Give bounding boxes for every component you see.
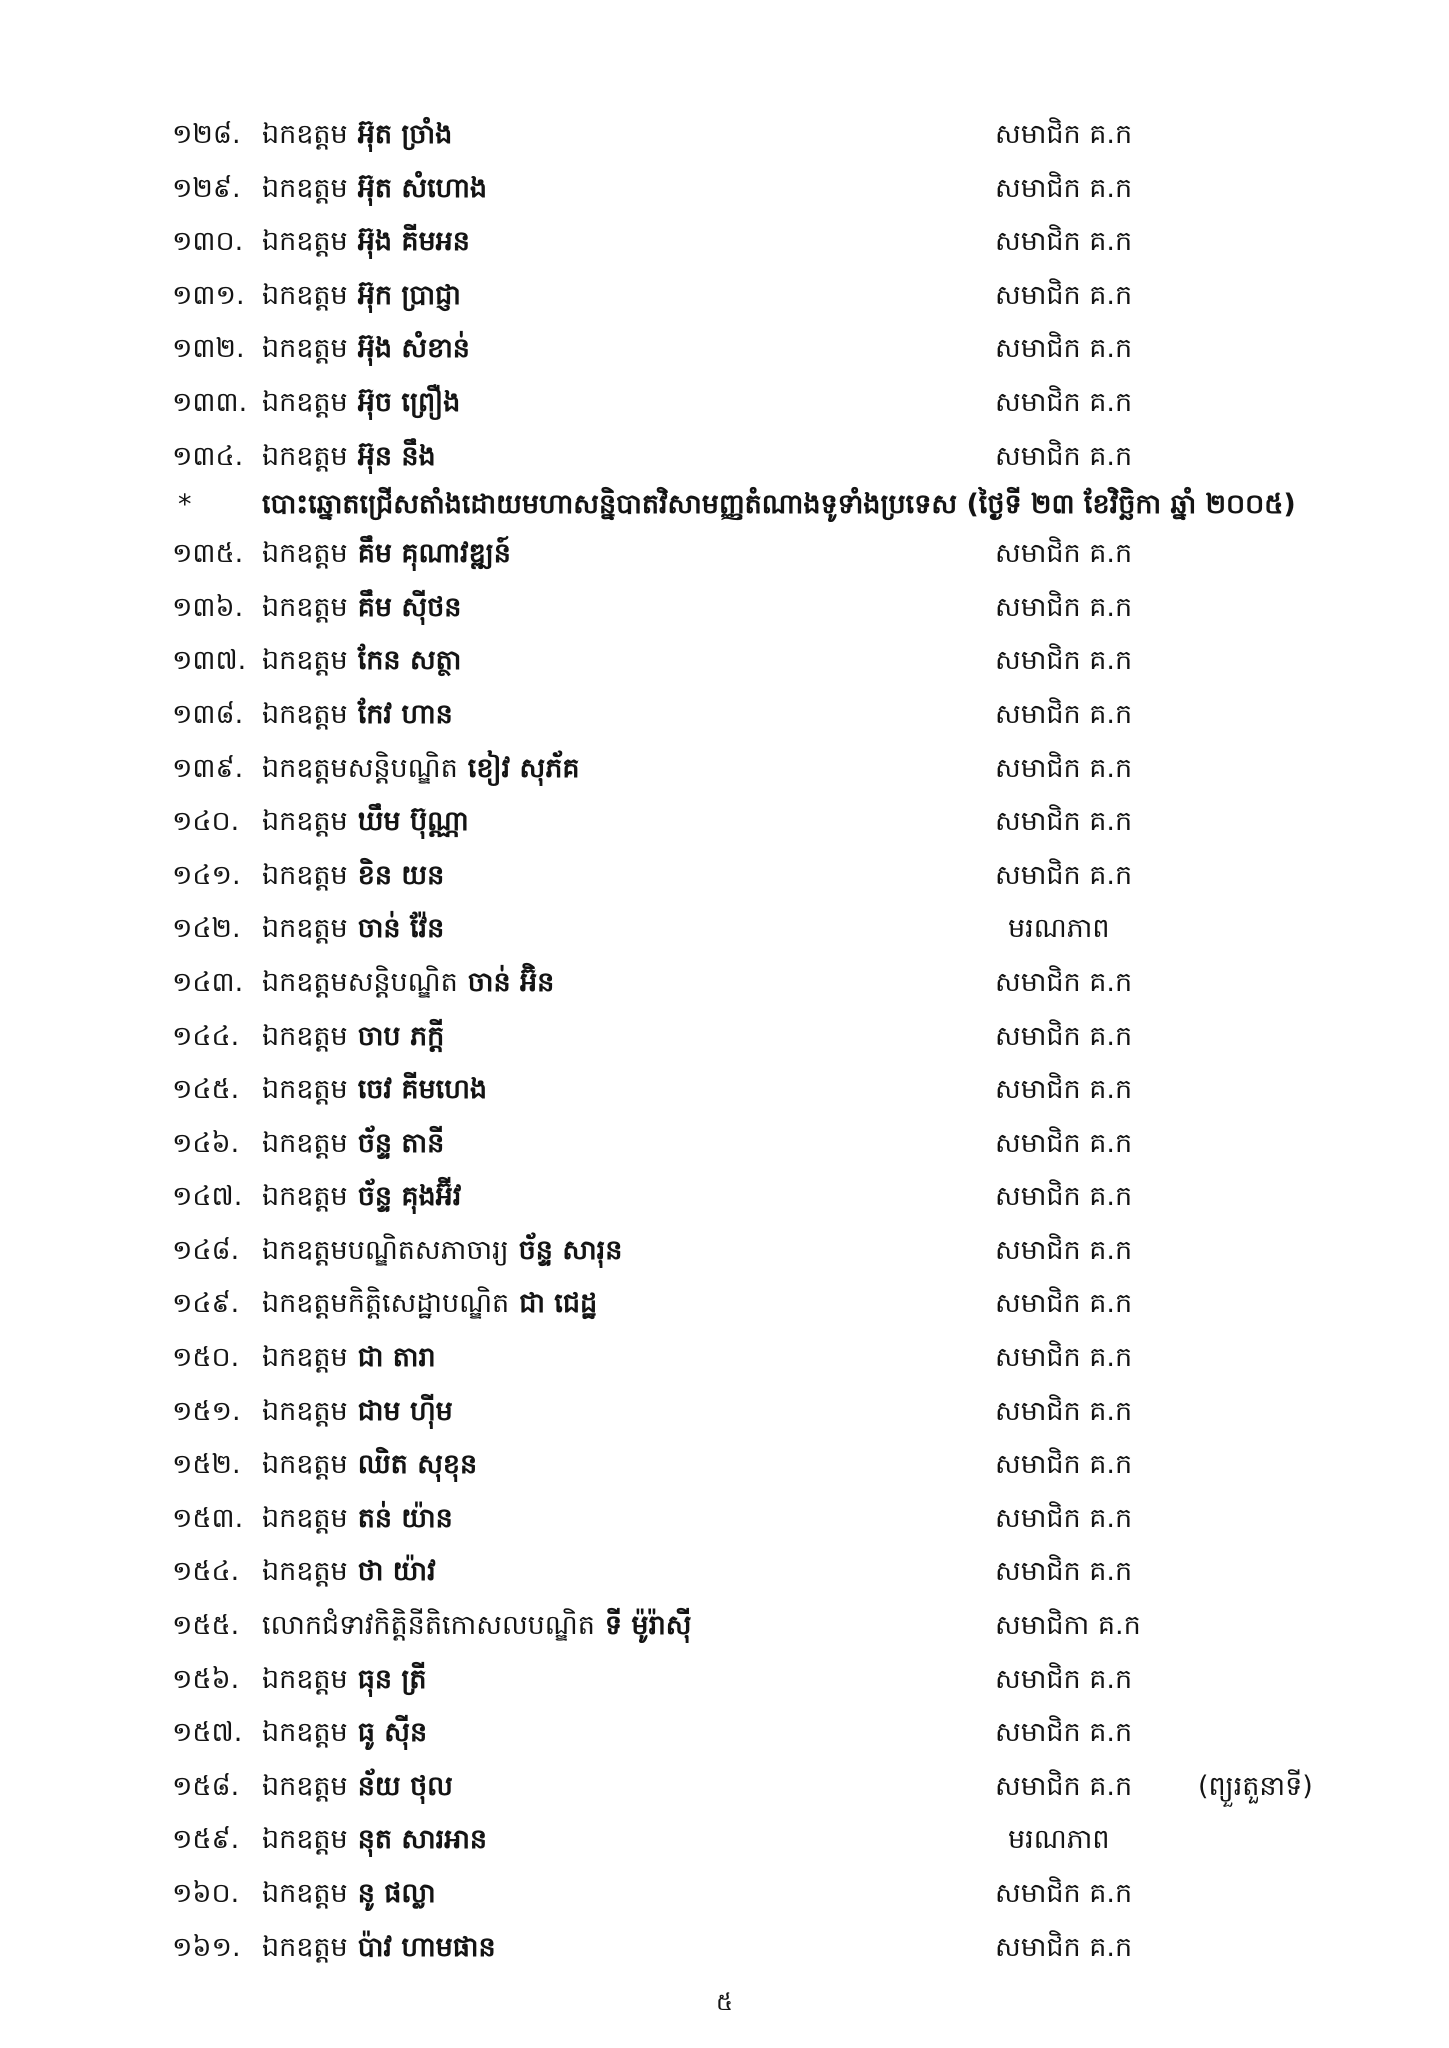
member-title: ឯកឧត្តម ច័ន្ទ គុងអ៊ីវ	[262, 1181, 462, 1213]
member-title: ឯកឧត្តម ឃឹម ប៊ុណ្ណា	[262, 806, 469, 838]
member-number: ១២៩.	[172, 172, 241, 204]
member-list	[0, 108, 1449, 1974]
member-role: សមាជិក គ.ក	[995, 1931, 1133, 1963]
member-role: សមាជិក គ.ក	[995, 333, 1133, 365]
member-name: កែន សត្ថា	[357, 645, 462, 677]
member-role: សមាជិក គ.ក	[995, 1717, 1133, 1749]
member-number: ១៤៧.	[172, 1181, 243, 1213]
member-number: ១៣១.	[172, 279, 245, 311]
member-number: ១៥៦.	[172, 1663, 240, 1695]
member-title: ឯកឧត្តម គឹម គុណាវឌ្ឍន៍	[262, 538, 511, 570]
member-name: អ៊ុង គីមអន	[357, 226, 470, 258]
member-title: ឯកឧត្តមបណ្ឌិតសភាចារ្យ ច័ន្ទ សារុន	[262, 1234, 623, 1266]
member-row	[0, 1063, 1449, 1117]
member-role: សមាជិក គ.ក	[995, 591, 1133, 623]
member-row	[0, 1438, 1449, 1492]
member-role: សមាជិក គ.ក	[995, 1770, 1133, 1802]
member-title: ឯកឧត្តម អ៊ុង គីមអន	[262, 226, 470, 258]
member-number: ១២៨.	[172, 119, 241, 150]
member-list-group-1	[0, 108, 1449, 483]
member-role: សមាជិក គ.ក	[995, 1342, 1133, 1374]
member-number: ១៣៥.	[172, 538, 244, 570]
member-title: ឯកឧត្តម អ៊ុត ច្រាំង	[262, 119, 453, 150]
member-role: សមាជិក គ.ក	[995, 1449, 1133, 1481]
member-number: ១៤៦.	[172, 1127, 240, 1159]
member-role: មរណភាព	[1008, 1824, 1110, 1856]
member-name: ធូ ស៊ីន	[357, 1717, 428, 1749]
member-row	[0, 162, 1449, 216]
member-role: សមាជិក គ.ក	[995, 1556, 1133, 1588]
member-role: សមាជិក គ.ក	[995, 1395, 1133, 1427]
member-title: លោកជំទាវកិត្តិនីតិកោសលបណ្ឌិត ទី ម៉ូរ៉ាស៊ី	[262, 1610, 692, 1642]
member-row	[0, 1653, 1449, 1707]
member-number: ១៤៤.	[172, 1020, 240, 1052]
page-number: ៥	[716, 1988, 733, 2016]
member-title: ឯកឧត្តមសន្តិបណ្ឌិត ចាន់ អ៊ិន	[262, 966, 555, 998]
member-number: ១៣៤.	[172, 440, 244, 472]
member-role: សមាជិក គ.ក	[995, 1127, 1133, 1159]
member-row	[0, 215, 1449, 269]
member-name: ច័ន្ទ សារុន	[518, 1234, 623, 1266]
member-row	[0, 1813, 1449, 1867]
member-title: ឯកឧត្តម ជាម ហ៊ីម	[262, 1395, 453, 1427]
member-row	[0, 902, 1449, 956]
member-number: ១៤៩.	[172, 1288, 240, 1320]
member-role: សមាជិក គ.ក	[995, 1502, 1133, 1534]
member-row	[0, 527, 1449, 581]
member-row	[0, 956, 1449, 1010]
section-heading-row	[0, 483, 1449, 527]
member-role: សមាជិក គ.ក	[995, 1663, 1133, 1695]
member-row	[0, 1760, 1449, 1814]
member-list-group-2	[0, 527, 1449, 1974]
member-title: ឯកឧត្តម ធូ ស៊ីន	[262, 1717, 428, 1749]
member-row	[0, 1224, 1449, 1278]
member-name: អ៊ុត ច្រាំង	[357, 119, 453, 150]
member-note: (ព្យួរតួនាទី)	[1198, 1770, 1313, 1802]
member-name: ឃឹម ប៊ុណ្ណា	[357, 806, 469, 838]
member-role: មរណភាព	[1008, 913, 1110, 945]
member-number: ១៤៣.	[172, 966, 244, 998]
member-role: សមាជិក គ.ក	[995, 1074, 1133, 1106]
member-number: ១៤២.	[172, 913, 241, 945]
member-role: សមាជិក គ.ក	[995, 226, 1133, 258]
member-row	[0, 849, 1449, 903]
section-heading: បោះឆ្នោតជ្រើសតាំងដោយមហាសន្និបាតវិសាមញ្ញតំណាងទូទាំងប្រទេស (ថ្ងៃទី ២៣ ខែវិច្ឆិកា ឆ្នាំ ២០០៥)	[262, 489, 1296, 521]
member-row	[0, 1277, 1449, 1331]
member-role: សមាជិក គ.ក	[995, 1878, 1133, 1909]
member-number: ១៣៨.	[172, 698, 244, 730]
member-title: ឯកឧត្តម ចេវ គីមហេង	[262, 1074, 488, 1106]
member-row	[0, 269, 1449, 323]
member-name: អ៊ុង សំខាន់	[357, 333, 470, 365]
member-number: ១៥៣.	[172, 1502, 244, 1534]
member-name: ធុន ត្រី	[357, 1663, 427, 1695]
member-title: ឯកឧត្តម ថា យ៉ាវ	[262, 1556, 436, 1588]
member-row	[0, 581, 1449, 635]
member-name: ឈិត សុខុន	[357, 1449, 478, 1481]
member-number: ១៣០.	[172, 226, 244, 258]
member-number: ១៦១.	[172, 1931, 241, 1963]
member-number: ១៣៧.	[172, 645, 247, 677]
member-name: ចាន់ វ៉ែន	[357, 913, 445, 945]
member-row	[0, 322, 1449, 376]
member-number: ១៥៧.	[172, 1717, 243, 1749]
member-role: សមាជិក គ.ក	[995, 1288, 1133, 1320]
member-row	[0, 1706, 1449, 1760]
section-marker: *	[178, 489, 192, 521]
member-name: កែវ ហាន	[357, 698, 453, 730]
member-row	[0, 1545, 1449, 1599]
member-name: ខៀវ សុភ័គ	[467, 752, 580, 784]
member-row	[0, 1331, 1449, 1385]
member-role: សមាជិក គ.ក	[995, 1234, 1133, 1266]
member-title: ឯកឧត្តម អ៊ុត សំហោង	[262, 172, 488, 204]
member-number: ១៣៦.	[172, 591, 244, 623]
member-name: ជាម ហ៊ីម	[357, 1395, 453, 1427]
member-row	[0, 430, 1449, 484]
member-title: ឯកឧត្តម កែន សត្ថា	[262, 645, 462, 677]
member-name: អ៊ុត សំហោង	[357, 172, 488, 204]
member-title: ឯកឧត្តម ច័ន្ទ តានី	[262, 1127, 445, 1159]
member-number: ១៥៩.	[172, 1824, 240, 1856]
member-role: សមាជិក គ.ក	[995, 386, 1133, 418]
member-row	[0, 688, 1449, 742]
member-role: សមាជិក គ.ក	[995, 1020, 1133, 1052]
member-role: សមាជិក គ.ក	[995, 752, 1133, 784]
member-role: សមាជិក គ.ក	[995, 440, 1133, 472]
member-name: តន់ យ៉ាន	[357, 1502, 453, 1534]
member-title: ឯកឧត្តម ចាន់ វ៉ែន	[262, 913, 445, 945]
member-name: ប៉ាវ ហាមផាន	[357, 1931, 496, 1963]
member-number: ១៣២.	[172, 333, 245, 365]
member-row	[0, 108, 1449, 162]
member-title: ឯកឧត្តម អ៊ុក ប្រាជ្ញា	[262, 279, 461, 311]
member-row	[0, 1921, 1449, 1975]
member-name: គឹម គុណាវឌ្ឍន៍	[357, 538, 511, 570]
member-number: ១៤៥.	[172, 1074, 240, 1106]
member-number: ១៥៥.	[172, 1610, 240, 1642]
member-row	[0, 742, 1449, 796]
member-name: គឹម ស៊ីថន	[357, 591, 462, 623]
member-row	[0, 1599, 1449, 1653]
member-number: ១៥៤.	[172, 1556, 240, 1588]
member-name: អ៊ុក ប្រាជ្ញា	[357, 279, 461, 311]
member-title: ឯកឧត្តមសន្តិបណ្ឌិត ខៀវ សុភ័គ	[262, 752, 580, 784]
member-title: ឯកឧត្តម អ៊ុន នឹង	[262, 440, 436, 472]
member-title: ឯកឧត្តម កែវ ហាន	[262, 698, 453, 730]
member-number: ១៥០.	[172, 1342, 240, 1374]
member-role: សមាជិកា គ.ក	[995, 1610, 1141, 1642]
member-name: ច័ន្ទ តានី	[357, 1127, 445, 1159]
member-number: ១៥១.	[172, 1395, 241, 1427]
member-row	[0, 634, 1449, 688]
member-title: ឯកឧត្តម គឹម ស៊ីថន	[262, 591, 462, 623]
member-row	[0, 1010, 1449, 1064]
member-title: ឯកឧត្តម អ៊ុច ព្រឿង	[262, 386, 461, 418]
member-number: ១៦០.	[172, 1878, 240, 1909]
member-row	[0, 1385, 1449, 1439]
member-name: ជា ជេដ្ឋ	[519, 1288, 598, 1320]
member-role: សមាជិក គ.ក	[995, 1181, 1133, 1213]
member-number: ១៤១.	[172, 859, 241, 891]
member-name: ទី ម៉ូរ៉ាស៊ី	[604, 1610, 692, 1642]
member-title: ឯកឧត្តម នុត សារអាន	[262, 1824, 488, 1856]
member-name: អ៊ុច ព្រឿង	[357, 386, 461, 418]
member-title: ឯកឧត្តម អ៊ុង សំខាន់	[262, 333, 470, 365]
member-row	[0, 376, 1449, 430]
member-role: សមាជិក គ.ក	[995, 172, 1133, 204]
member-name: ខិន យន	[357, 859, 445, 891]
member-role: សមាជិក គ.ក	[995, 859, 1133, 891]
member-title: ឯកឧត្តម ជា តារា	[262, 1342, 436, 1374]
member-title: ឯកឧត្តម ធុន ត្រី	[262, 1663, 427, 1695]
member-number: ១៥២.	[172, 1449, 241, 1481]
member-role: សមាជិក គ.ក	[995, 645, 1133, 677]
member-name: អ៊ុន នឹង	[357, 440, 436, 472]
member-title: ឯកឧត្តមកិត្តិសេដ្ឋាបណ្ឌិត ជា ជេដ្ឋ	[262, 1288, 598, 1320]
member-name: ន័យ ថុល	[357, 1770, 453, 1802]
member-name: ចាន់ អ៊ិន	[467, 966, 555, 998]
member-title: ឯកឧត្តម ចាប ភក្តី	[262, 1020, 445, 1052]
member-role: សមាជិក គ.ក	[995, 119, 1133, 150]
member-number: ១៣៩.	[172, 752, 244, 784]
member-title: ឯកឧត្តម ឈិត សុខុន	[262, 1449, 478, 1481]
member-role: សមាជិក គ.ក	[995, 279, 1133, 311]
member-name: ច័ន្ទ គុងអ៊ីវ	[357, 1181, 462, 1213]
member-role: សមាជិក គ.ក	[995, 966, 1133, 998]
member-name: ជា តារា	[357, 1342, 436, 1374]
member-title: ឯកឧត្តម តន់ យ៉ាន	[262, 1502, 453, 1534]
member-row	[0, 1117, 1449, 1171]
member-number: ១៥៨.	[172, 1770, 240, 1802]
member-name: ថា យ៉ាវ	[357, 1556, 436, 1588]
member-row	[0, 1170, 1449, 1224]
member-title: ឯកឧត្តម ប៉ាវ ហាមផាន	[262, 1931, 496, 1963]
member-name: ចេវ គីមហេង	[357, 1074, 488, 1106]
member-name: នូ ផល្លា	[357, 1878, 436, 1909]
member-role: សមាជិក គ.ក	[995, 806, 1133, 838]
member-name: នុត សារអាន	[357, 1824, 488, 1856]
member-title: ឯកឧត្តម នូ ផល្លា	[262, 1878, 436, 1909]
member-number: ១៣៣.	[172, 386, 248, 418]
member-title: ឯកឧត្តម ន័យ ថុល	[262, 1770, 453, 1802]
member-title: ឯកឧត្តម ខិន យន	[262, 859, 445, 891]
member-row	[0, 1492, 1449, 1546]
member-row	[0, 795, 1449, 849]
member-name: ចាប ភក្តី	[357, 1020, 445, 1052]
member-number: ១៤៨.	[172, 1234, 240, 1266]
member-role: សមាជិក គ.ក	[995, 698, 1133, 730]
member-role: សមាជិក គ.ក	[995, 538, 1133, 570]
member-row	[0, 1867, 1449, 1921]
member-number: ១៤០.	[172, 806, 240, 838]
